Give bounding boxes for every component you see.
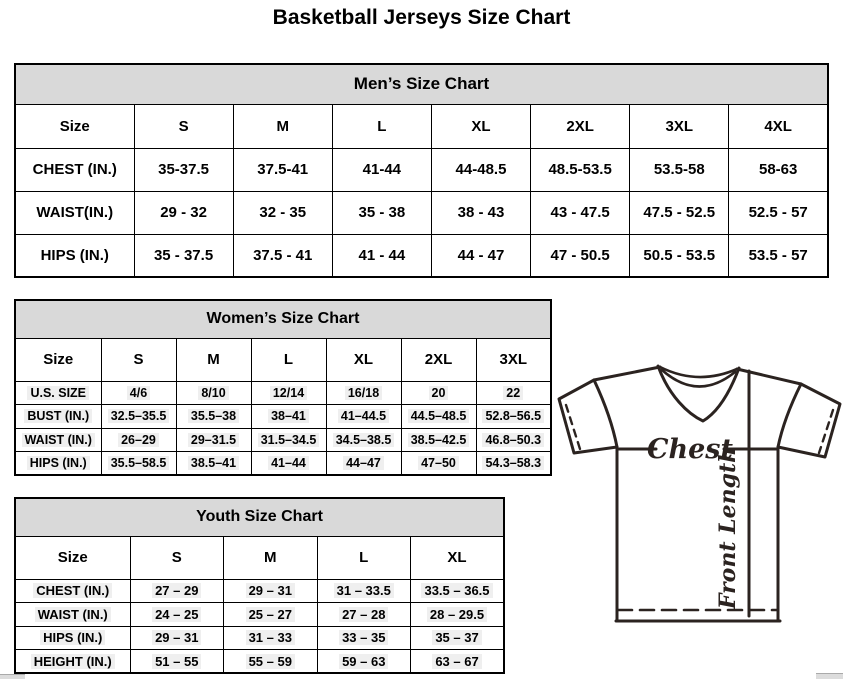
size-cell: 35.5–38 xyxy=(176,405,251,429)
size-cell: 54.3–58.3 xyxy=(476,452,551,476)
size-cell: 41-44 xyxy=(332,148,431,191)
size-cell: 53.5 - 57 xyxy=(729,234,828,277)
row-label: CHEST (IN.) xyxy=(15,579,130,603)
size-cell: 26–29 xyxy=(101,428,176,452)
size-cell: 32 - 35 xyxy=(233,191,332,234)
column-header: 2XL xyxy=(401,338,476,381)
table-title-band xyxy=(15,300,551,338)
size-cell: 35-37.5 xyxy=(134,148,233,191)
table-row xyxy=(15,579,504,603)
column-header-row xyxy=(15,338,551,381)
size-cell: 37.5-41 xyxy=(233,148,332,191)
size-cell: 35.5–58.5 xyxy=(101,452,176,476)
size-cell: 52.8–56.5 xyxy=(476,405,551,429)
mens-size-chart xyxy=(14,63,829,278)
column-header: XL xyxy=(431,104,530,148)
jersey-measurement-diagram xyxy=(556,358,843,626)
column-header: 3XL xyxy=(630,104,729,148)
column-header: 2XL xyxy=(531,104,630,148)
row-label: CHEST (IN.) xyxy=(15,148,134,191)
size-cell: 38 - 43 xyxy=(431,191,530,234)
size-cell: 52.5 - 57 xyxy=(729,191,828,234)
table-title: Youth Size Chart xyxy=(15,498,504,536)
column-header: Size xyxy=(15,536,130,579)
size-cell: 53.5-58 xyxy=(630,148,729,191)
column-header: L xyxy=(332,104,431,148)
size-cell: 47–50 xyxy=(401,452,476,476)
size-cell: 20 xyxy=(401,381,476,405)
column-header: 3XL xyxy=(476,338,551,381)
table-title-band xyxy=(15,64,828,104)
row-label: HIPS (IN.) xyxy=(15,452,101,476)
row-label: BUST (IN.) xyxy=(15,405,101,429)
column-header: M xyxy=(224,536,318,579)
size-cell: 47.5 - 52.5 xyxy=(630,191,729,234)
column-header-row xyxy=(15,536,504,579)
table-title: Women’s Size Chart xyxy=(15,300,551,338)
size-cell: 35 - 37.5 xyxy=(134,234,233,277)
size-cell: 27 – 28 xyxy=(317,603,411,627)
front-length-label: Front Length xyxy=(715,446,741,610)
size-cell: 38–41 xyxy=(251,405,326,429)
size-cell: 33.5 – 36.5 xyxy=(411,579,505,603)
column-header: S xyxy=(130,536,224,579)
scrollbar-fragment-right xyxy=(816,673,843,679)
row-label: WAIST (IN.) xyxy=(15,603,130,627)
table-row xyxy=(15,428,551,452)
size-cell: 29 – 31 xyxy=(224,579,318,603)
column-header: L xyxy=(251,338,326,381)
table-row xyxy=(15,405,551,429)
size-cell: 43 - 47.5 xyxy=(531,191,630,234)
size-cell: 41–44 xyxy=(251,452,326,476)
youth-size-table xyxy=(14,497,505,674)
row-label: U.S. SIZE xyxy=(15,381,101,405)
page-title: Basketball Jerseys Size Chart xyxy=(272,6,571,29)
row-label: WAIST(IN.) xyxy=(15,191,134,234)
size-cell: 47 - 50.5 xyxy=(531,234,630,277)
size-cell: 22 xyxy=(476,381,551,405)
column-header: Size xyxy=(15,104,134,148)
size-cell: 34.5–38.5 xyxy=(326,428,401,452)
column-header: M xyxy=(233,104,332,148)
row-label: WAIST (IN.) xyxy=(15,428,101,452)
mens-size-table xyxy=(14,63,829,278)
column-header: XL xyxy=(411,536,505,579)
size-cell: 37.5 - 41 xyxy=(233,234,332,277)
size-cell: 51 – 55 xyxy=(130,650,224,674)
size-cell: 46.8–50.3 xyxy=(476,428,551,452)
column-header: M xyxy=(176,338,251,381)
row-label: HIPS (IN.) xyxy=(15,234,134,277)
size-cell: 8/10 xyxy=(176,381,251,405)
size-cell: 31.5–34.5 xyxy=(251,428,326,452)
chest-label: Chest xyxy=(647,434,733,465)
table-title-band xyxy=(15,498,504,536)
size-cell: 29 – 31 xyxy=(130,626,224,650)
column-header-row xyxy=(15,104,828,148)
size-cell: 27 – 29 xyxy=(130,579,224,603)
table-row xyxy=(15,626,504,650)
table-row xyxy=(15,650,504,674)
row-label: HIPS (IN.) xyxy=(15,626,130,650)
size-cell: 48.5-53.5 xyxy=(531,148,630,191)
table-title: Men’s Size Chart xyxy=(15,64,828,104)
column-header: S xyxy=(134,104,233,148)
table-row xyxy=(15,148,828,191)
size-cell: 35 – 37 xyxy=(411,626,505,650)
column-header: 4XL xyxy=(729,104,828,148)
size-cell: 44–47 xyxy=(326,452,401,476)
size-cell: 24 – 25 xyxy=(130,603,224,627)
size-cell: 44.5–48.5 xyxy=(401,405,476,429)
size-cell: 12/14 xyxy=(251,381,326,405)
size-cell: 38.5–41 xyxy=(176,452,251,476)
size-cell: 31 – 33 xyxy=(224,626,318,650)
column-header: L xyxy=(317,536,411,579)
size-cell: 63 – 67 xyxy=(411,650,505,674)
size-cell: 44 - 47 xyxy=(431,234,530,277)
size-cell: 33 – 35 xyxy=(317,626,411,650)
womens-size-table xyxy=(14,299,552,476)
table-row xyxy=(15,191,828,234)
table-row xyxy=(15,603,504,627)
size-cell: 35 - 38 xyxy=(332,191,431,234)
table-row xyxy=(15,452,551,476)
size-cell: 38.5–42.5 xyxy=(401,428,476,452)
column-header: S xyxy=(101,338,176,381)
size-cell: 25 – 27 xyxy=(224,603,318,627)
size-cell: 41–44.5 xyxy=(326,405,401,429)
womens-size-chart xyxy=(14,299,552,476)
size-cell: 31 – 33.5 xyxy=(317,579,411,603)
size-cell: 55 – 59 xyxy=(224,650,318,674)
size-cell: 29–31.5 xyxy=(176,428,251,452)
column-header: Size xyxy=(15,338,101,381)
size-cell: 28 – 29.5 xyxy=(411,603,505,627)
size-cell: 59 – 63 xyxy=(317,650,411,674)
size-cell: 4/6 xyxy=(101,381,176,405)
size-cell: 50.5 - 53.5 xyxy=(630,234,729,277)
size-cell: 44-48.5 xyxy=(431,148,530,191)
jersey-outline-icon xyxy=(559,366,840,621)
size-cell: 32.5–35.5 xyxy=(101,405,176,429)
scrollbar-fragment-left xyxy=(0,674,25,679)
size-cell: 29 - 32 xyxy=(134,191,233,234)
table-row xyxy=(15,381,551,405)
size-cell: 16/18 xyxy=(326,381,401,405)
column-header: XL xyxy=(326,338,401,381)
size-cell: 58-63 xyxy=(729,148,828,191)
table-row xyxy=(15,234,828,277)
youth-size-chart xyxy=(14,497,505,674)
row-label: HEIGHT (IN.) xyxy=(15,650,130,674)
size-cell: 41 - 44 xyxy=(332,234,431,277)
